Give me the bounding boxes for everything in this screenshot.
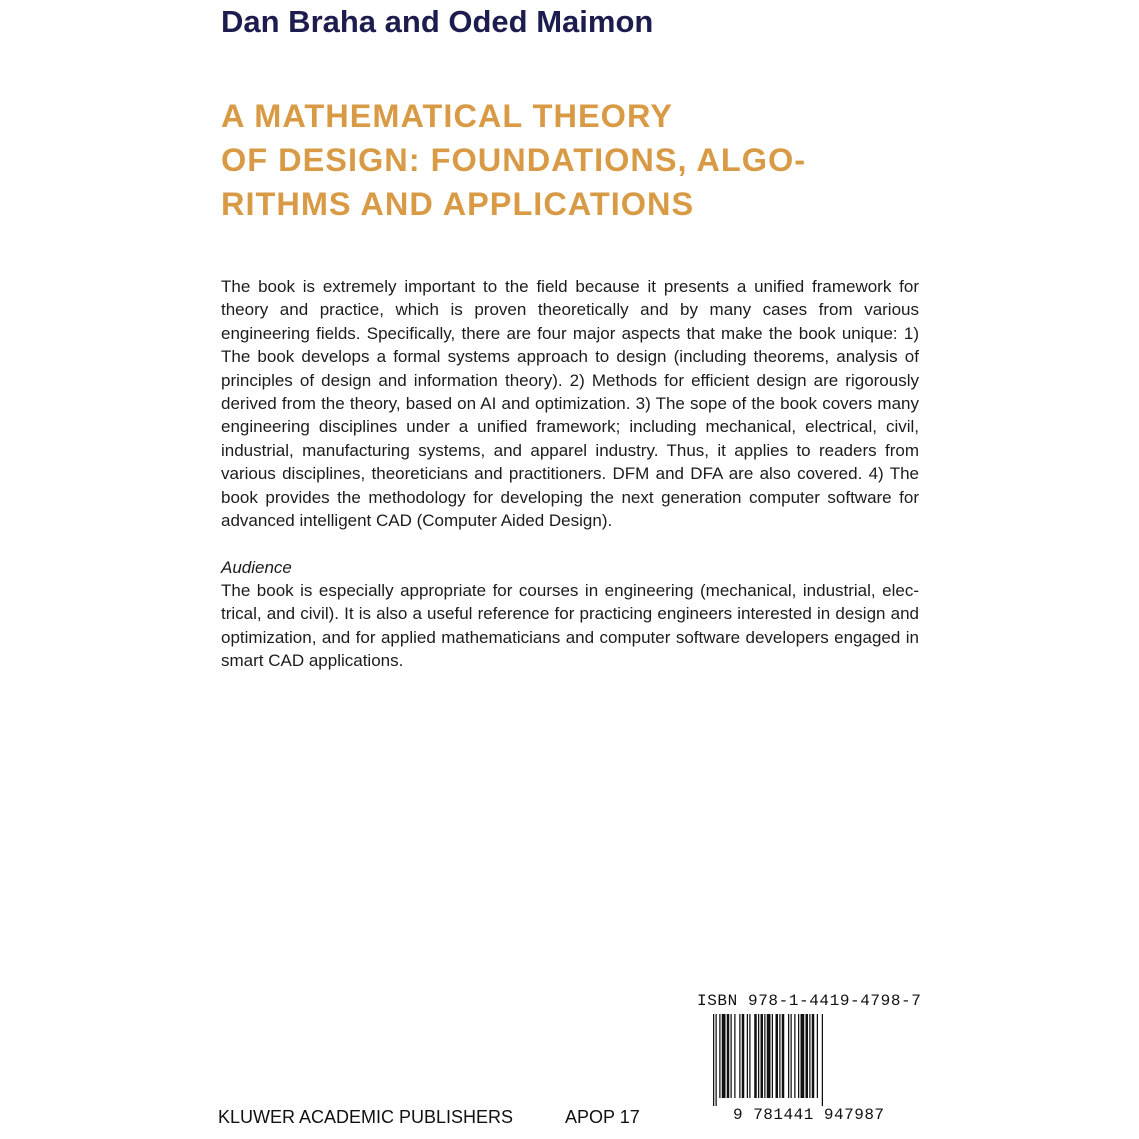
authors: Dan Braha and Oded Maimon	[221, 4, 654, 39]
title-line: OF DESIGN: FOUNDATIONS, ALGO-	[221, 142, 807, 178]
series-code: APOP 17	[565, 1107, 640, 1127]
isbn-label: ISBN 978-1-4419-4798-7	[697, 992, 922, 1010]
barcode-icon	[713, 1014, 865, 1106]
audience-text: The book is especially appropriate for courses in engineering (mechanical, industrial, electrical, and civil). It is also a useful reference for practicing engineers interested in design and optimization, and for applied mathematicians and computer software developers engaged in smart CAD applications.	[221, 581, 919, 671]
publisher: KLUWER ACADEMIC PUBLISHERS	[218, 1107, 514, 1127]
title-line: A MATHEMATICAL THEORY	[221, 98, 673, 134]
barcode-digits: 9 781441 947987	[733, 1106, 885, 1124]
book-description: The book is extremely important to the field because it presents a unified framework for theory and practice, which is proven theoretically and by many cases from various engineering fields. Specifically, there are four major aspects that make the book unique: 1) The book develops a formal systems approach to design (including theorems, analysis of principles of design and information theory). 2) Methods for efficient design are rigorously derived from the theory, based on AI and optimization. 3) The sope of the book covers many engineering disciplines under a unified framework; including mechanical, electrical, civil, industrial, manufacturing systems, and apparel industry. Thus, it applies to readers from various disciplines, theoreticians and practitioners. DFM and DFA are also covered. 4) The book provides the methodology for developing the next generation computer software for advanced intelligent CAD (Computer Aided Design).	[221, 277, 919, 531]
book-title	[221, 94, 941, 226]
title-line: RITHMS AND APPLICATIONS	[221, 186, 695, 222]
audience-heading: Audience	[221, 558, 292, 577]
